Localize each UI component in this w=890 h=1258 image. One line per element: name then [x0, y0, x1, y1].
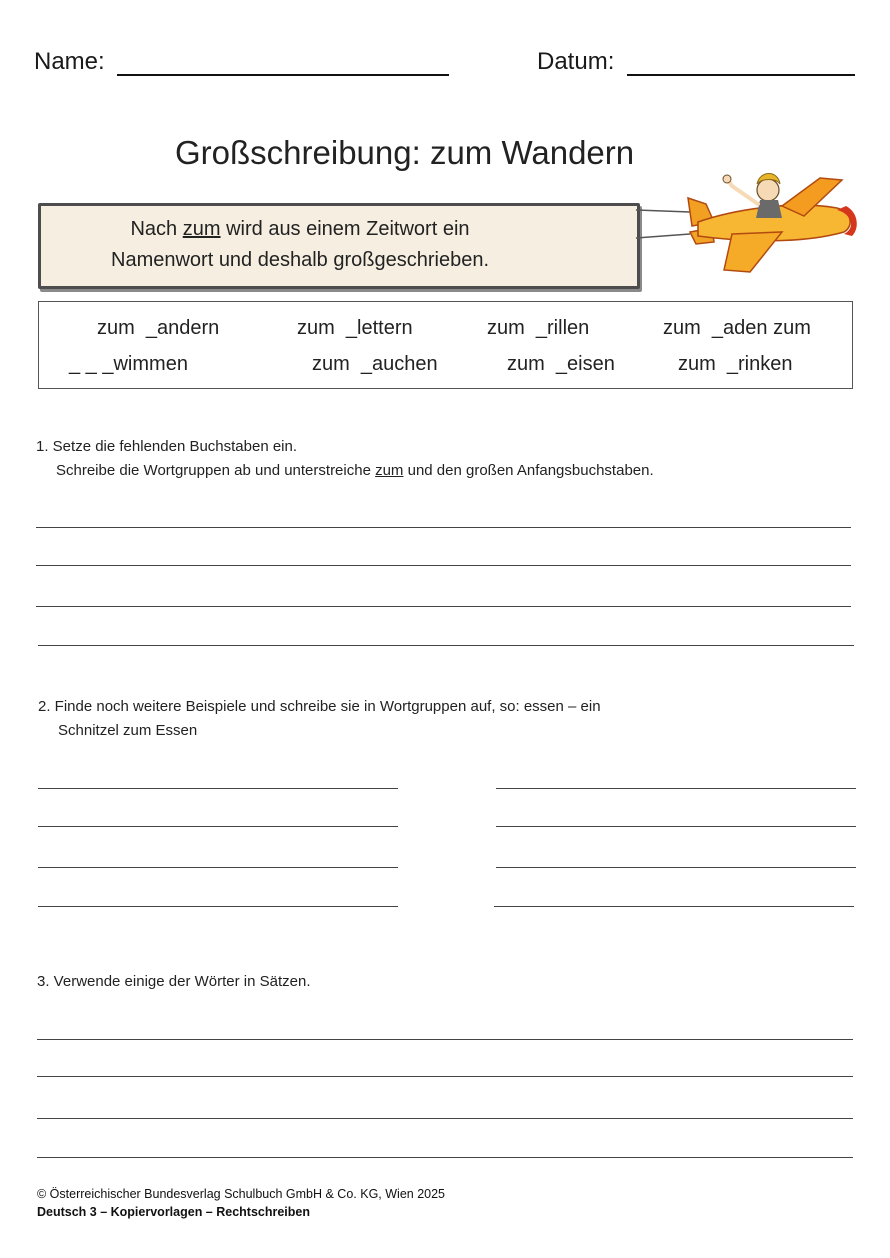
- writing-line[interactable]: [38, 906, 398, 907]
- word-item: zum _eisen: [507, 353, 615, 375]
- writing-line[interactable]: [36, 565, 851, 566]
- footer-copyright: © Österreichischer Bundesverlag Schulbuch GmbH & Co. KG, Wien 2025: [37, 1187, 446, 1201]
- rule-keyword: zum: [182, 218, 221, 240]
- word-item: zum _rinken: [678, 353, 793, 375]
- date-field-line[interactable]: [627, 74, 855, 76]
- writing-line[interactable]: [38, 826, 398, 827]
- writing-line[interactable]: [36, 606, 851, 607]
- writing-line[interactable]: [37, 1076, 853, 1077]
- word-item: zum _andern: [97, 317, 220, 339]
- task-3-instruction: 3. Verwende einige der Wörter in Sätzen.: [37, 973, 311, 990]
- airplane-wing-bottom-icon: [724, 232, 782, 272]
- airplane-illustration: [632, 160, 857, 280]
- writing-line[interactable]: [37, 1118, 853, 1119]
- writing-line[interactable]: [496, 788, 856, 789]
- word-item: zum _aden zum: [663, 317, 811, 339]
- name-field-line[interactable]: [117, 74, 449, 76]
- rule-line-1-pre: Nach: [130, 218, 183, 240]
- word-item: _ _ _wimmen: [69, 353, 188, 375]
- word-item: zum _rillen: [487, 317, 590, 339]
- word-item: zum _auchen: [312, 353, 438, 375]
- rule-line-1-post: wird aus einem Zeitwort ein: [220, 218, 470, 240]
- writing-line[interactable]: [38, 788, 398, 789]
- word-item: zum _lettern: [297, 317, 413, 339]
- date-label: Datum:: [537, 48, 615, 75]
- pilot-icon: [757, 179, 779, 201]
- task-1-instruction: 1. Setze die fehlenden Buchstaben ein.: [36, 438, 298, 455]
- writing-line[interactable]: [37, 1157, 853, 1158]
- rule-line-1: [0, 214, 600, 245]
- writing-line[interactable]: [496, 826, 856, 827]
- task-1-keyword: zum: [375, 462, 404, 479]
- tow-line-bottom: [636, 234, 690, 238]
- footer-series: Deutsch 3 – Kopiervorlagen – Rechtschreiben: [37, 1205, 311, 1219]
- writing-line[interactable]: [37, 1039, 853, 1040]
- task-1-subinstruction: [56, 459, 654, 483]
- task-2-instruction: 2. Finde noch weitere Beispiele und schreibe sie in Wortgruppen auf, so: essen – ein: [38, 698, 601, 715]
- page-title: Großschreibung: zum Wandern: [175, 134, 635, 171]
- writing-line[interactable]: [36, 527, 851, 528]
- task-1-sub-pre: Schreibe die Wortgruppen ab und unterstreiche: [56, 462, 376, 479]
- task-1-sub-post: und den großen Anfangsbuchstaben.: [403, 462, 654, 479]
- writing-line[interactable]: [496, 867, 856, 868]
- writing-line[interactable]: [38, 645, 854, 646]
- tow-line-top: [636, 210, 690, 212]
- writing-line[interactable]: [494, 906, 854, 907]
- rule-line-2: Namenwort und deshalb großgeschrieben.: [111, 249, 489, 271]
- name-label: Name:: [34, 48, 105, 75]
- rule-text: [0, 214, 600, 276]
- task-2-example: Schnitzel zum Essen: [58, 722, 198, 739]
- writing-line[interactable]: [38, 867, 398, 868]
